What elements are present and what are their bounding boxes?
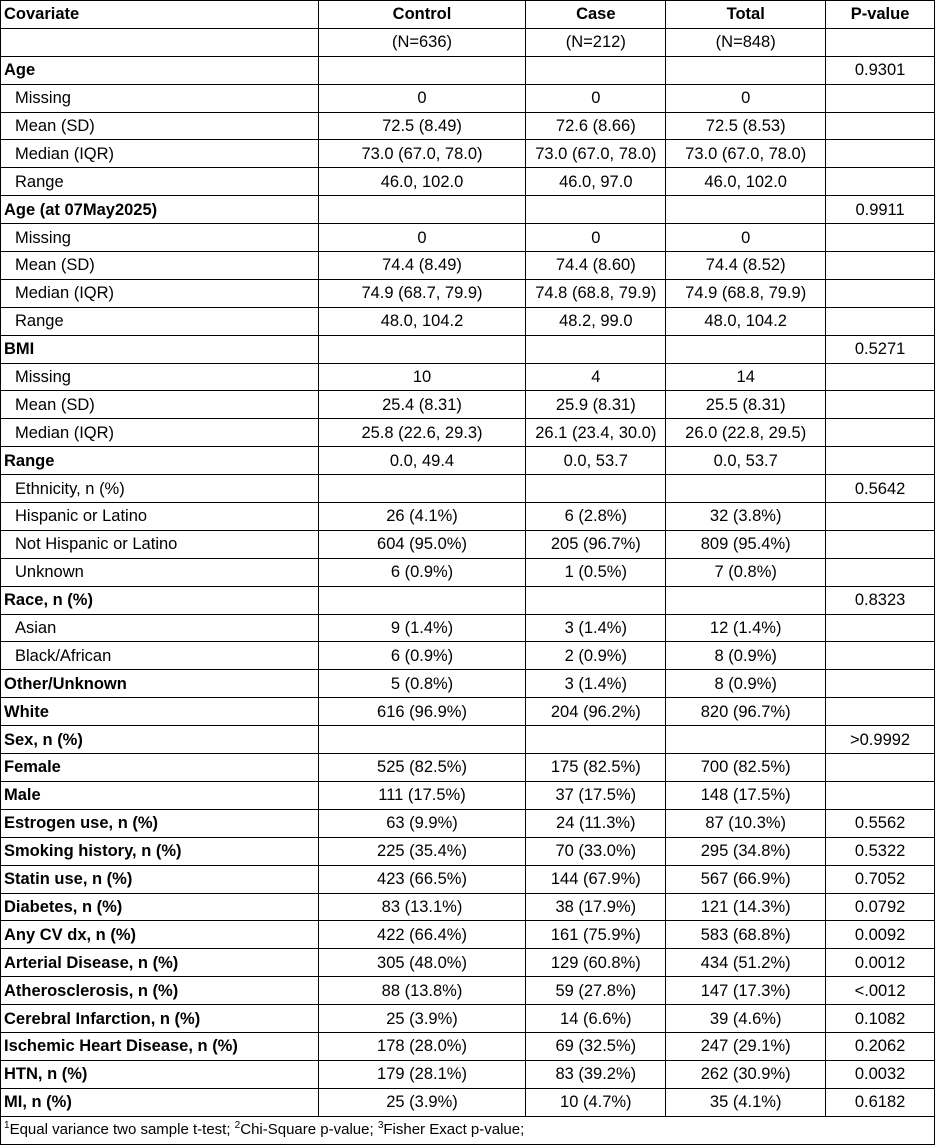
footnote-marker: 1 <box>4 1120 10 1132</box>
table-row <box>1 307 935 335</box>
n-pvalue-blank <box>826 28 935 56</box>
control-value: 83 (13.1%) <box>318 893 526 921</box>
control-value: 525 (82.5%) <box>318 754 526 782</box>
table-row <box>1 698 935 726</box>
control-value: 73.0 (67.0, 78.0) <box>318 140 526 168</box>
control-value <box>318 475 526 503</box>
footnote-text: Equal variance two sample t-test; <box>9 1121 235 1139</box>
control-value: 6 (0.9%) <box>318 642 526 670</box>
row-label: Any CV dx, n (%) <box>1 921 319 949</box>
row-label: Male <box>1 781 319 809</box>
control-value: 25.8 (22.6, 29.3) <box>318 419 526 447</box>
footnote-marker: 3 <box>377 1120 384 1132</box>
total-value: 820 (96.7%) <box>666 698 826 726</box>
table-row <box>1 1032 935 1060</box>
header-n-row <box>1 28 935 56</box>
case-value: 24 (11.3%) <box>526 809 666 837</box>
row-label: Female <box>1 754 319 782</box>
control-value: 74.9 (68.7, 79.9) <box>318 279 526 307</box>
table-row <box>1 809 935 837</box>
table-row <box>1 168 935 196</box>
case-value: 3 (1.4%) <box>526 670 666 698</box>
total-value: 7 (0.8%) <box>666 558 826 586</box>
p-value <box>826 279 935 307</box>
control-value: 0 <box>318 84 526 112</box>
case-value: 25.9 (8.31) <box>526 391 666 419</box>
p-value: 0.8323 <box>826 586 935 614</box>
case-value <box>526 56 666 84</box>
total-value: 295 (34.8%) <box>666 837 826 865</box>
control-value: 9 (1.4%) <box>318 614 526 642</box>
row-label: Diabetes, n (%) <box>1 893 319 921</box>
row-label: Cerebral Infarction, n (%) <box>1 1005 319 1033</box>
control-value <box>318 196 526 224</box>
footnote <box>1 1116 935 1144</box>
case-value: 129 (60.8%) <box>526 949 666 977</box>
table-row <box>1 419 935 447</box>
total-value <box>666 196 826 224</box>
table-row <box>1 781 935 809</box>
row-label: Hispanic or Latino <box>1 503 319 531</box>
control-value <box>318 586 526 614</box>
table-row <box>1 140 935 168</box>
control-value: 178 (28.0%) <box>318 1032 526 1060</box>
control-value: 422 (66.4%) <box>318 921 526 949</box>
row-label: Age (at 07May2025) <box>1 196 319 224</box>
p-value: 0.6182 <box>826 1088 935 1116</box>
p-value: 0.7052 <box>826 865 935 893</box>
total-value: 0.0, 53.7 <box>666 447 826 475</box>
table-row <box>1 893 935 921</box>
case-value: 0 <box>526 224 666 252</box>
table-row <box>1 977 935 1005</box>
row-label: Arterial Disease, n (%) <box>1 949 319 977</box>
case-value <box>526 196 666 224</box>
table-row <box>1 921 935 949</box>
case-value <box>526 335 666 363</box>
p-value: 0.5322 <box>826 837 935 865</box>
row-label: Range <box>1 307 319 335</box>
row-label: Median (IQR) <box>1 279 319 307</box>
total-value: 14 <box>666 363 826 391</box>
case-value <box>526 726 666 754</box>
case-value: 161 (75.9%) <box>526 921 666 949</box>
total-value <box>666 335 826 363</box>
table-row <box>1 363 935 391</box>
case-value: 46.0, 97.0 <box>526 168 666 196</box>
row-label: White <box>1 698 319 726</box>
p-value <box>826 140 935 168</box>
row-label: Ethnicity, n (%) <box>1 475 319 503</box>
p-value <box>826 363 935 391</box>
row-label: Statin use, n (%) <box>1 865 319 893</box>
total-value: 39 (4.6%) <box>666 1005 826 1033</box>
total-value: 73.0 (67.0, 78.0) <box>666 140 826 168</box>
n-control: (N=636) <box>318 28 526 56</box>
case-value: 73.0 (67.0, 78.0) <box>526 140 666 168</box>
control-value: 179 (28.1%) <box>318 1060 526 1088</box>
case-value: 38 (17.9%) <box>526 893 666 921</box>
total-value: 46.0, 102.0 <box>666 168 826 196</box>
row-label: Range <box>1 168 319 196</box>
p-value: >0.9992 <box>826 726 935 754</box>
p-value <box>826 224 935 252</box>
table-row <box>1 56 935 84</box>
p-value <box>826 84 935 112</box>
case-value: 70 (33.0%) <box>526 837 666 865</box>
total-value: 8 (0.9%) <box>666 642 826 670</box>
header-total: Total <box>666 1 826 29</box>
control-value <box>318 726 526 754</box>
table-row <box>1 252 935 280</box>
table-row <box>1 391 935 419</box>
row-label: Black/African <box>1 642 319 670</box>
control-value: 10 <box>318 363 526 391</box>
control-value: 0 <box>318 224 526 252</box>
row-label: Estrogen use, n (%) <box>1 809 319 837</box>
table-row <box>1 224 935 252</box>
total-value <box>666 726 826 754</box>
control-value: 5 (0.8%) <box>318 670 526 698</box>
p-value: <.0012 <box>826 977 935 1005</box>
table-row <box>1 335 935 363</box>
row-label: Atherosclerosis, n (%) <box>1 977 319 1005</box>
case-value: 69 (32.5%) <box>526 1032 666 1060</box>
case-value <box>526 586 666 614</box>
row-label: Median (IQR) <box>1 140 319 168</box>
p-value: 0.0032 <box>826 1060 935 1088</box>
case-value: 1 (0.5%) <box>526 558 666 586</box>
header-row <box>1 1 935 29</box>
total-value <box>666 586 826 614</box>
header-blank <box>1 28 319 56</box>
table-row <box>1 503 935 531</box>
total-value: 72.5 (8.53) <box>666 112 826 140</box>
row-label: Unknown <box>1 558 319 586</box>
total-value: 35 (4.1%) <box>666 1088 826 1116</box>
p-value <box>826 168 935 196</box>
p-value: 0.0792 <box>826 893 935 921</box>
total-value: 8 (0.9%) <box>666 670 826 698</box>
row-label: Mean (SD) <box>1 391 319 419</box>
total-value: 25.5 (8.31) <box>666 391 826 419</box>
control-value: 25 (3.9%) <box>318 1088 526 1116</box>
p-value <box>826 112 935 140</box>
row-label: Median (IQR) <box>1 419 319 447</box>
table-row <box>1 642 935 670</box>
header-pvalue: P-value <box>826 1 935 29</box>
row-label: Range <box>1 447 319 475</box>
control-value: 25.4 (8.31) <box>318 391 526 419</box>
p-value <box>826 419 935 447</box>
control-value: 74.4 (8.49) <box>318 252 526 280</box>
total-value: 147 (17.3%) <box>666 977 826 1005</box>
case-value: 0 <box>526 84 666 112</box>
case-value: 4 <box>526 363 666 391</box>
row-label: Race, n (%) <box>1 586 319 614</box>
row-label: Age <box>1 56 319 84</box>
p-value <box>826 252 935 280</box>
case-value: 26.1 (23.4, 30.0) <box>526 419 666 447</box>
case-value: 74.8 (68.8, 79.9) <box>526 279 666 307</box>
table-row <box>1 1088 935 1116</box>
p-value: 0.0012 <box>826 949 935 977</box>
row-label: BMI <box>1 335 319 363</box>
p-value <box>826 754 935 782</box>
case-value: 14 (6.6%) <box>526 1005 666 1033</box>
p-value <box>826 670 935 698</box>
total-value: 247 (29.1%) <box>666 1032 826 1060</box>
p-value: 0.5642 <box>826 475 935 503</box>
total-value: 48.0, 104.2 <box>666 307 826 335</box>
n-case: (N=212) <box>526 28 666 56</box>
control-value: 48.0, 104.2 <box>318 307 526 335</box>
total-value: 74.9 (68.8, 79.9) <box>666 279 826 307</box>
row-label: Other/Unknown <box>1 670 319 698</box>
p-value <box>826 781 935 809</box>
control-value: 63 (9.9%) <box>318 809 526 837</box>
total-value: 0 <box>666 84 826 112</box>
control-value: 88 (13.8%) <box>318 977 526 1005</box>
control-value <box>318 335 526 363</box>
table-row <box>1 586 935 614</box>
control-value: 604 (95.0%) <box>318 530 526 558</box>
row-label: Missing <box>1 224 319 252</box>
p-value <box>826 391 935 419</box>
case-value: 3 (1.4%) <box>526 614 666 642</box>
total-value: 434 (51.2%) <box>666 949 826 977</box>
total-value: 26.0 (22.8, 29.5) <box>666 419 826 447</box>
n-total: (N=848) <box>666 28 826 56</box>
p-value: 0.9301 <box>826 56 935 84</box>
table-row <box>1 670 935 698</box>
p-value <box>826 698 935 726</box>
table-row <box>1 447 935 475</box>
case-value: 144 (67.9%) <box>526 865 666 893</box>
p-value <box>826 307 935 335</box>
row-label: Mean (SD) <box>1 252 319 280</box>
control-value <box>318 56 526 84</box>
table-row <box>1 112 935 140</box>
control-value: 26 (4.1%) <box>318 503 526 531</box>
total-value: 567 (66.9%) <box>666 865 826 893</box>
table-row <box>1 726 935 754</box>
total-value <box>666 475 826 503</box>
p-value <box>826 558 935 586</box>
total-value: 262 (30.9%) <box>666 1060 826 1088</box>
case-value: 2 (0.9%) <box>526 642 666 670</box>
control-value: 25 (3.9%) <box>318 1005 526 1033</box>
p-value: 0.5562 <box>826 809 935 837</box>
p-value: 0.2062 <box>826 1032 935 1060</box>
total-value: 809 (95.4%) <box>666 530 826 558</box>
p-value: 0.5271 <box>826 335 935 363</box>
case-value: 59 (27.8%) <box>526 977 666 1005</box>
control-value: 111 (17.5%) <box>318 781 526 809</box>
header-control: Control <box>318 1 526 29</box>
total-value: 32 (3.8%) <box>666 503 826 531</box>
p-value: 0.1082 <box>826 1005 935 1033</box>
p-value <box>826 614 935 642</box>
total-value: 583 (68.8%) <box>666 921 826 949</box>
table-row <box>1 1060 935 1088</box>
header-covariate: Covariate <box>1 1 319 29</box>
case-value: 204 (96.2%) <box>526 698 666 726</box>
table-row <box>1 475 935 503</box>
p-value <box>826 503 935 531</box>
p-value: 0.0092 <box>826 921 935 949</box>
table-row <box>1 558 935 586</box>
control-value: 305 (48.0%) <box>318 949 526 977</box>
table-row <box>1 614 935 642</box>
footnote-marker: 2 <box>234 1120 241 1132</box>
table-row <box>1 1005 935 1033</box>
p-value <box>826 447 935 475</box>
row-label: Ischemic Heart Disease, n (%) <box>1 1032 319 1060</box>
control-value: 72.5 (8.49) <box>318 112 526 140</box>
row-label: MI, n (%) <box>1 1088 319 1116</box>
row-label: Asian <box>1 614 319 642</box>
row-label: Missing <box>1 363 319 391</box>
p-value <box>826 642 935 670</box>
p-value: 0.9911 <box>826 196 935 224</box>
row-label: Not Hispanic or Latino <box>1 530 319 558</box>
case-value: 175 (82.5%) <box>526 754 666 782</box>
row-label: HTN, n (%) <box>1 1060 319 1088</box>
header-case: Case <box>526 1 666 29</box>
table-row <box>1 865 935 893</box>
total-value: 12 (1.4%) <box>666 614 826 642</box>
control-value: 225 (35.4%) <box>318 837 526 865</box>
case-value: 74.4 (8.60) <box>526 252 666 280</box>
total-value: 0 <box>666 224 826 252</box>
row-label: Smoking history, n (%) <box>1 837 319 865</box>
table-row <box>1 837 935 865</box>
row-label: Mean (SD) <box>1 112 319 140</box>
control-value: 6 (0.9%) <box>318 558 526 586</box>
table-row <box>1 754 935 782</box>
footnote-row <box>1 1116 935 1144</box>
total-value: 121 (14.3%) <box>666 893 826 921</box>
case-value <box>526 475 666 503</box>
total-value: 74.4 (8.52) <box>666 252 826 280</box>
case-value: 83 (39.2%) <box>526 1060 666 1088</box>
total-value: 148 (17.5%) <box>666 781 826 809</box>
row-label: Missing <box>1 84 319 112</box>
case-value: 6 (2.8%) <box>526 503 666 531</box>
case-value: 37 (17.5%) <box>526 781 666 809</box>
row-label: Sex, n (%) <box>1 726 319 754</box>
case-value: 48.2, 99.0 <box>526 307 666 335</box>
p-value <box>826 530 935 558</box>
table-row <box>1 530 935 558</box>
control-value: 423 (66.5%) <box>318 865 526 893</box>
total-value <box>666 56 826 84</box>
case-value: 10 (4.7%) <box>526 1088 666 1116</box>
table-row <box>1 949 935 977</box>
footnote-text: Chi-Square p-value; <box>240 1121 378 1139</box>
table-row <box>1 196 935 224</box>
total-value: 87 (10.3%) <box>666 809 826 837</box>
total-value: 700 (82.5%) <box>666 754 826 782</box>
case-value: 72.6 (8.66) <box>526 112 666 140</box>
control-value: 0.0, 49.4 <box>318 447 526 475</box>
case-value: 205 (96.7%) <box>526 530 666 558</box>
case-value: 0.0, 53.7 <box>526 447 666 475</box>
footnote-text: Fisher Exact p-value; <box>383 1121 525 1139</box>
table-row <box>1 84 935 112</box>
control-value: 46.0, 102.0 <box>318 168 526 196</box>
control-value: 616 (96.9%) <box>318 698 526 726</box>
table-row <box>1 279 935 307</box>
